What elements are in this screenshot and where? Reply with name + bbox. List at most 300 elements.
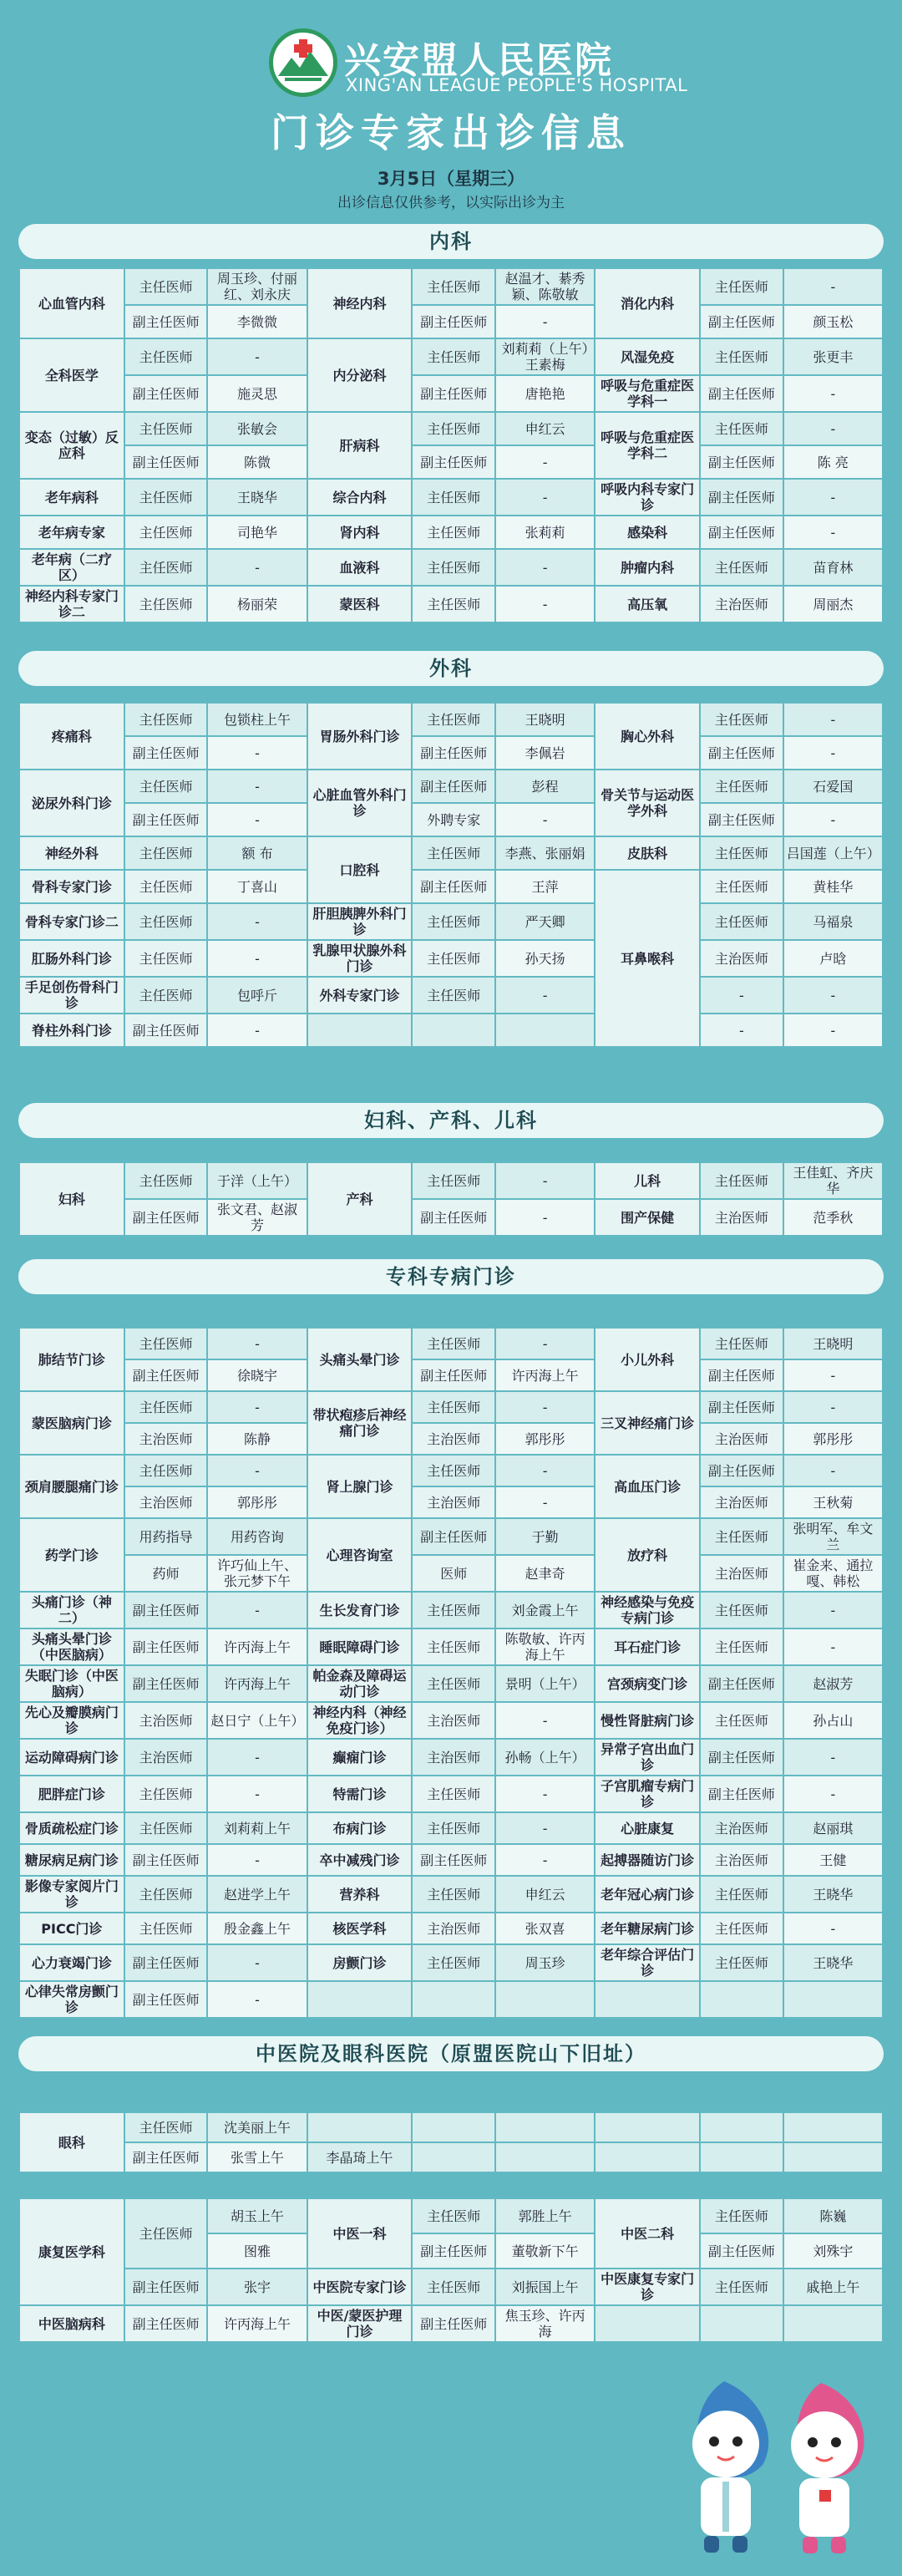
doctor-title-cell: 主任医师 bbox=[700, 903, 783, 940]
table-row bbox=[19, 2142, 883, 2172]
department-cell: 布病门诊 bbox=[307, 1812, 413, 1844]
doctor-title-cell: 主任医师 bbox=[700, 1702, 783, 1739]
doctor-name-cell: 卢晗 bbox=[783, 940, 883, 977]
doctor-title-cell: 主任医师 bbox=[700, 1628, 783, 1665]
doctor-name-cell: 陈敬敏、许丙海上午 bbox=[495, 1628, 595, 1665]
doctor-name-cell: 王晓明 bbox=[783, 1328, 883, 1359]
doctor-name-cell: 董敬新下午 bbox=[495, 2233, 595, 2269]
doctor-title-cell: 副主任医师 bbox=[412, 2305, 495, 2342]
doctor-name-cell: 颜玉松 bbox=[783, 305, 883, 338]
department-cell: 中医康复专家门诊 bbox=[595, 2269, 700, 2305]
doctor-name-cell: 周玉珍、付丽红、刘永庆 bbox=[207, 268, 307, 305]
table-row bbox=[19, 338, 883, 375]
department-cell: 感染科 bbox=[595, 516, 700, 549]
doctor-name-cell: 王佳虹、齐庆华 bbox=[783, 1162, 883, 1199]
doctor-name-cell: - bbox=[207, 1739, 307, 1776]
gyn-obs-ped-table bbox=[18, 1161, 884, 1237]
table-row bbox=[19, 703, 883, 736]
doctor-name-cell: 刘振国上午 bbox=[495, 2269, 595, 2305]
doctor-name-cell: - bbox=[783, 268, 883, 305]
doctor-title-cell: 副主任医师 bbox=[124, 1199, 208, 1236]
doctor-name-cell: 赵温才、綦秀颖、陈敬敏 bbox=[495, 268, 595, 305]
doctor-title-cell: 主任医师 bbox=[412, 940, 495, 977]
doctor-title-cell: 主任医师 bbox=[412, 1665, 495, 1702]
page-title: 门诊专家出诊信息 bbox=[271, 110, 631, 155]
doctor-name-cell: 李佩岩 bbox=[495, 736, 595, 770]
doctor-name-cell: 王晓华 bbox=[783, 1876, 883, 1913]
table-row bbox=[19, 1776, 883, 1812]
doctor-name-cell: - bbox=[207, 736, 307, 770]
doctor-title-cell: 副主任医师 bbox=[700, 1391, 783, 1423]
table-row bbox=[19, 479, 883, 516]
doctor-title-cell: 主任医师 bbox=[700, 703, 783, 736]
doctor-title-cell: 主任医师 bbox=[412, 903, 495, 940]
table-row bbox=[19, 1486, 883, 1518]
doctor-title-cell: 主任医师 bbox=[700, 1162, 783, 1199]
department-cell: 神经感染与免疫专病门诊 bbox=[595, 1592, 700, 1628]
table-row bbox=[19, 1455, 883, 1486]
department-cell: 心律失常房颤门诊 bbox=[19, 1981, 124, 2018]
doctor-title-cell: 副主任医师 bbox=[124, 736, 208, 770]
doctor-title-cell: 主治医师 bbox=[700, 940, 783, 977]
department-cell: 儿科 bbox=[595, 1162, 700, 1199]
doctor-title-cell: 副主任医师 bbox=[700, 1359, 783, 1391]
doctor-name-cell: 许巧仙上午、张元梦下午 bbox=[207, 1555, 307, 1592]
table-row bbox=[19, 586, 883, 622]
department-cell: 肝病科 bbox=[307, 412, 413, 479]
doctor-name-cell: - bbox=[207, 1455, 307, 1486]
empty-cell bbox=[595, 2112, 700, 2142]
department-cell: 蒙医脑病门诊 bbox=[19, 1391, 124, 1455]
department-cell: 神经内科 bbox=[307, 268, 413, 338]
table-row bbox=[19, 836, 883, 870]
section-title-internal: 内科 bbox=[18, 224, 884, 259]
department-cell: 综合内科 bbox=[307, 479, 413, 516]
doctor-title-cell: 主治医师 bbox=[700, 1844, 783, 1876]
empty-cell bbox=[307, 2112, 413, 2142]
doctor-name-cell: 赵丽琪 bbox=[783, 1812, 883, 1844]
department-cell: 老年病专家 bbox=[19, 516, 124, 549]
table-row bbox=[19, 412, 883, 445]
table-row bbox=[19, 1328, 883, 1359]
doctor-title-cell: 主任医师 bbox=[124, 1812, 208, 1844]
doctor-title-cell: 主任医师 bbox=[124, 516, 208, 549]
table-row bbox=[19, 2305, 883, 2342]
ophthalmology-table bbox=[18, 2111, 884, 2173]
doctor-title-cell: 主任医师 bbox=[124, 2112, 208, 2142]
doctor-name-cell: 唐艳艳 bbox=[495, 375, 595, 412]
doctor-name-cell: - bbox=[207, 903, 307, 940]
department-cell: 特需门诊 bbox=[307, 1776, 413, 1812]
doctor-name-cell: 张莉莉 bbox=[495, 516, 595, 549]
table-row bbox=[19, 2269, 883, 2305]
doctor-title-cell: 主治医师 bbox=[700, 1423, 783, 1455]
doctor-title-cell: 主任医师 bbox=[412, 549, 495, 586]
table-row bbox=[19, 445, 883, 479]
empty-cell bbox=[495, 1014, 595, 1047]
table-row bbox=[19, 549, 883, 586]
doctor-title-cell: 主任医师 bbox=[124, 977, 208, 1014]
doctor-title-cell: 副主任医师 bbox=[124, 803, 208, 836]
doctor-title-cell: 主任医师 bbox=[124, 703, 208, 736]
doctor-name-cell: 吕国莲（上午） bbox=[783, 836, 883, 870]
doctor-name-cell: 赵日宁（上午） bbox=[207, 1702, 307, 1739]
doctor-name-cell: - bbox=[495, 1702, 595, 1739]
department-cell: 三叉神经痛门诊 bbox=[595, 1391, 700, 1455]
doctor-name-cell: 王秋菊 bbox=[783, 1486, 883, 1518]
doctor-name-cell: - bbox=[207, 1944, 307, 1981]
doctor-name-cell: - bbox=[783, 1913, 883, 1944]
department-cell: 中医院专家门诊 bbox=[307, 2269, 413, 2305]
doctor-title-cell: 主治医师 bbox=[124, 1702, 208, 1739]
department-cell: 起搏器随访门诊 bbox=[595, 1844, 700, 1876]
doctor-name-cell: 刘金霞上午 bbox=[495, 1592, 595, 1628]
table-row bbox=[19, 1702, 883, 1739]
doctor-title-cell: 主任医师 bbox=[124, 1162, 208, 1199]
doctor-title-cell: 用药指导 bbox=[124, 1518, 208, 1555]
table-row bbox=[19, 870, 883, 903]
department-cell: 骨科专家门诊 bbox=[19, 870, 124, 903]
department-cell: 肛肠外科门诊 bbox=[19, 940, 124, 977]
doctor-title-cell: 副主任医师 bbox=[700, 1739, 783, 1776]
doctor-name-cell: 图雅 bbox=[207, 2233, 307, 2269]
doctor-title-cell: 主任医师 bbox=[412, 1776, 495, 1812]
department-cell: 心理咨询室 bbox=[307, 1518, 413, 1592]
table-row bbox=[19, 2198, 883, 2233]
doctor-name-cell: - bbox=[783, 1391, 883, 1423]
doctor-title-cell: 主任医师 bbox=[412, 1162, 495, 1199]
doctor-name-cell: - bbox=[783, 1455, 883, 1486]
doctor-title-cell: 主任医师 bbox=[412, 1328, 495, 1359]
department-cell: 眼科 bbox=[19, 2112, 124, 2172]
doctor-title-cell: 主任医师 bbox=[124, 549, 208, 586]
doctor-title-cell: 主任医师 bbox=[124, 1913, 208, 1944]
department-cell: 老年病科 bbox=[19, 479, 124, 516]
department-cell: 耳石症门诊 bbox=[595, 1628, 700, 1665]
doctor-name-cell: - bbox=[783, 412, 883, 445]
department-cell: 帕金森及障碍运动门诊 bbox=[307, 1665, 413, 1702]
internal-medicine-table bbox=[18, 267, 884, 623]
doctor-name-cell: - bbox=[207, 549, 307, 586]
department-cell: 口腔科 bbox=[307, 836, 413, 903]
table-row bbox=[19, 1913, 883, 1944]
department-cell: 肿瘤内科 bbox=[595, 549, 700, 586]
doctor-name-cell: - bbox=[207, 1328, 307, 1359]
table-row bbox=[19, 375, 883, 412]
doctor-title-cell: 主治医师 bbox=[412, 1913, 495, 1944]
doctor-name-cell: 张双喜 bbox=[495, 1913, 595, 1944]
doctor-name-cell: - bbox=[495, 1812, 595, 1844]
department-cell: 心血管内科 bbox=[19, 268, 124, 338]
doctor-name-cell: 马福泉 bbox=[783, 903, 883, 940]
table-row bbox=[19, 1844, 883, 1876]
department-cell: 呼吸与危重症医学科二 bbox=[595, 412, 700, 479]
doctor-name-cell: - bbox=[783, 803, 883, 836]
specialty-clinics-table bbox=[18, 1327, 884, 2019]
doctor-name-cell: - bbox=[495, 305, 595, 338]
department-cell: 药学门诊 bbox=[19, 1518, 124, 1592]
doctor-name-cell: 郭彤彤 bbox=[495, 1423, 595, 1455]
doctor-name-cell: 范季秋 bbox=[783, 1199, 883, 1236]
doctor-name-cell: - bbox=[495, 549, 595, 586]
doctor-title-cell: 副主任医师 bbox=[412, 305, 495, 338]
department-cell: 肾上腺门诊 bbox=[307, 1455, 413, 1518]
doctor-name-cell: 沈美丽上午 bbox=[207, 2112, 307, 2142]
table-row bbox=[19, 903, 883, 940]
department-cell: 神经内科（神经免疫门诊） bbox=[307, 1702, 413, 1739]
doctor-title-cell: 主任医师 bbox=[412, 479, 495, 516]
table-row bbox=[19, 2112, 883, 2142]
department-cell: 肥胖症门诊 bbox=[19, 1776, 124, 1812]
doctor-name-cell: 陈静 bbox=[207, 1423, 307, 1455]
department-cell: 老年糖尿病门诊 bbox=[595, 1913, 700, 1944]
doctor-title-cell: 主任医师 bbox=[124, 2198, 208, 2269]
doctor-title-cell: 副主任医师 bbox=[700, 305, 783, 338]
doctor-title-cell: 主任医师 bbox=[412, 338, 495, 375]
department-cell: 外科专家门诊 bbox=[307, 977, 413, 1014]
doctor-name-cell: 李燕、张丽娟 bbox=[495, 836, 595, 870]
hospital-logo-icon bbox=[269, 28, 337, 97]
schedule-date: 3月5日（星期三） bbox=[377, 169, 525, 189]
empty-cell: 李晶琦上午 bbox=[307, 2142, 413, 2172]
doctor-name-cell: 胡玉上午 bbox=[207, 2198, 307, 2233]
doctor-name-cell: - bbox=[783, 1014, 883, 1047]
department-cell: 先心及瓣膜病门诊 bbox=[19, 1702, 124, 1739]
hospital-name-en: XING'AN LEAGUE PEOPLE'S HOSPITAL bbox=[346, 75, 688, 95]
doctor-title-cell: 副主任医师 bbox=[700, 375, 783, 412]
doctor-name-cell: - bbox=[783, 703, 883, 736]
department-cell: 骨质疏松症门诊 bbox=[19, 1812, 124, 1844]
department-cell: 营养科 bbox=[307, 1876, 413, 1913]
doctor-name-cell: 周玉珍 bbox=[495, 1944, 595, 1981]
doctor-title-cell: 主治医师 bbox=[412, 1702, 495, 1739]
doctor-name-cell: 许丙海上午 bbox=[207, 2305, 307, 2342]
doctor-title-cell: 副主任医师 bbox=[700, 479, 783, 516]
doctor-name-cell: - bbox=[207, 1391, 307, 1423]
doctor-title-cell: 主任医师 bbox=[124, 903, 208, 940]
doctor-name-cell: 周丽杰 bbox=[783, 586, 883, 622]
doctor-name-cell: 许丙海上午 bbox=[207, 1628, 307, 1665]
doctor-title-cell: 主任医师 bbox=[124, 586, 208, 622]
doctor-title-cell: 副主任医师 bbox=[124, 1592, 208, 1628]
table-row bbox=[19, 770, 883, 803]
doctor-name-cell: 石爱国 bbox=[783, 770, 883, 803]
doctor-name-cell: 苗育林 bbox=[783, 549, 883, 586]
doctor-title-cell: 副主任医师 bbox=[700, 1455, 783, 1486]
department-cell: 心力衰竭门诊 bbox=[19, 1944, 124, 1981]
doctor-name-cell: 赵聿奇 bbox=[495, 1555, 595, 1592]
doctor-name-cell: - bbox=[207, 1844, 307, 1876]
doctor-name-cell: - bbox=[207, 1981, 307, 2018]
doctor-name-cell: 王晓明 bbox=[495, 703, 595, 736]
table-row bbox=[19, 1359, 883, 1391]
department-cell: 蒙医科 bbox=[307, 586, 413, 622]
doctor-title-cell: 主治医师 bbox=[700, 586, 783, 622]
table-row bbox=[19, 736, 883, 770]
doctor-name-cell: - bbox=[207, 1592, 307, 1628]
doctor-name-cell: 景明（上午） bbox=[495, 1665, 595, 1702]
doctor-title-cell: 主任医师 bbox=[412, 516, 495, 549]
table-row bbox=[19, 1555, 883, 1592]
doctor-title-cell: 主任医师 bbox=[700, 412, 783, 445]
doctor-title-cell: 主任医师 bbox=[700, 1944, 783, 1981]
doctor-title-cell: 副主任医师 bbox=[412, 1844, 495, 1876]
doctor-title-cell: 副主任医师 bbox=[700, 1665, 783, 1702]
department-cell: 中医二科 bbox=[595, 2198, 700, 2269]
doctor-title-cell: 主任医师 bbox=[124, 1455, 208, 1486]
table-row bbox=[19, 1944, 883, 1981]
doctor-title-cell: - bbox=[700, 1014, 783, 1047]
disclaimer-note: 出诊信息仅供参考，以实际出诊为主 bbox=[337, 195, 565, 211]
doctor-title-cell: 主任医师 bbox=[412, 836, 495, 870]
department-cell: 骨科专家门诊二 bbox=[19, 903, 124, 940]
doctor-name-cell: 刘殊宇 bbox=[783, 2233, 883, 2269]
doctor-title-cell: 副主任医师 bbox=[124, 445, 208, 479]
department-cell: 全科医学 bbox=[19, 338, 124, 412]
doctor-title-cell: 副主任医师 bbox=[412, 445, 495, 479]
mascot-nurse-right-icon bbox=[791, 2383, 864, 2553]
doctor-title-cell: 医师 bbox=[412, 1555, 495, 1592]
doctor-name-cell: 刘莉莉（上午）王素梅 bbox=[495, 338, 595, 375]
department-cell: 妇科 bbox=[19, 1162, 124, 1236]
doctor-name-cell: - bbox=[783, 1592, 883, 1628]
doctor-name-cell: 郭彤彤 bbox=[207, 1486, 307, 1518]
department-cell: 围产保健 bbox=[595, 1199, 700, 1236]
doctor-title-cell: 主任医师 bbox=[412, 1812, 495, 1844]
doctor-title-cell: 主任医师 bbox=[700, 1518, 783, 1555]
doctor-name-cell: 郭胜上午 bbox=[495, 2198, 595, 2233]
doctor-name-cell: 王晓华 bbox=[783, 1944, 883, 1981]
doctor-name-cell: 张文君、赵淑芳 bbox=[207, 1199, 307, 1236]
department-cell: 手足创伤骨科门诊 bbox=[19, 977, 124, 1014]
department-cell: 高血压门诊 bbox=[595, 1455, 700, 1518]
empty-cell bbox=[700, 1981, 783, 2018]
doctor-name-cell: 于洋（上午） bbox=[207, 1162, 307, 1199]
doctor-name-cell: 司艳华 bbox=[207, 516, 307, 549]
doctor-name-cell: 申红云 bbox=[495, 1876, 595, 1913]
doctor-title-cell: 副主任医师 bbox=[700, 516, 783, 549]
department-cell: 血液科 bbox=[307, 549, 413, 586]
table-row bbox=[19, 516, 883, 549]
doctor-title-cell: 主任医师 bbox=[700, 2198, 783, 2233]
doctor-name-cell: 张明军、牟文兰 bbox=[783, 1518, 883, 1555]
doctor-name-cell: 陈 亮 bbox=[783, 445, 883, 479]
doctor-name-cell: - bbox=[207, 770, 307, 803]
doctor-name-cell: - bbox=[207, 940, 307, 977]
doctor-title-cell: 副主任医师 bbox=[124, 1628, 208, 1665]
empty-cell bbox=[307, 1981, 413, 2018]
department-cell: 房颤门诊 bbox=[307, 1944, 413, 1981]
doctor-name-cell: - bbox=[207, 1014, 307, 1047]
doctor-title-cell: 主任医师 bbox=[700, 1592, 783, 1628]
doctor-title-cell: 主任医师 bbox=[124, 479, 208, 516]
doctor-title-cell: 主任医师 bbox=[124, 268, 208, 305]
doctor-name-cell: - bbox=[495, 1199, 595, 1236]
mascot-illustration bbox=[672, 2365, 885, 2565]
doctor-title-cell: 主任医师 bbox=[124, 940, 208, 977]
department-cell: 宫颈病变门诊 bbox=[595, 1665, 700, 1702]
doctor-name-cell: 杨丽荣 bbox=[207, 586, 307, 622]
doctor-name-cell: - bbox=[495, 977, 595, 1014]
doctor-title-cell: 主任医师 bbox=[412, 703, 495, 736]
empty-cell bbox=[412, 2112, 495, 2142]
empty-cell bbox=[700, 2112, 783, 2142]
doctor-name-cell: 用药咨询 bbox=[207, 1518, 307, 1555]
section-title-tcm: 中医院及眼科医院（原盟医院山下旧址） bbox=[18, 2036, 884, 2071]
department-cell: 神经内科专家门诊二 bbox=[19, 586, 124, 622]
doctor-name-cell: 戚艳上午 bbox=[783, 2269, 883, 2305]
doctor-title-cell: 副主任医师 bbox=[700, 1776, 783, 1812]
empty-cell bbox=[412, 1014, 495, 1047]
doctor-name-cell: 赵淑芳 bbox=[783, 1665, 883, 1702]
doctor-title-cell: 副主任医师 bbox=[412, 1518, 495, 1555]
doctor-name-cell: - bbox=[207, 1776, 307, 1812]
doctor-name-cell: - bbox=[495, 1776, 595, 1812]
doctor-name-cell: 张雪上午 bbox=[207, 2142, 307, 2172]
department-cell: 睡眠障碍门诊 bbox=[307, 1628, 413, 1665]
table-row bbox=[19, 1628, 883, 1665]
doctor-title-cell: 主任医师 bbox=[412, 1455, 495, 1486]
table-row bbox=[19, 1665, 883, 1702]
doctor-name-cell: - bbox=[495, 1455, 595, 1486]
department-cell: 高压氧 bbox=[595, 586, 700, 622]
department-cell: 癫痫门诊 bbox=[307, 1739, 413, 1776]
doctor-name-cell: 刘莉莉上午 bbox=[207, 1812, 307, 1844]
doctor-title-cell: 主治医师 bbox=[700, 1812, 783, 1844]
doctor-name-cell: 孙占山 bbox=[783, 1702, 883, 1739]
department-cell: 小儿外科 bbox=[595, 1328, 700, 1391]
doctor-name-cell: 彭程 bbox=[495, 770, 595, 803]
surgery-table bbox=[18, 702, 884, 1048]
doctor-title-cell: 主任医师 bbox=[700, 770, 783, 803]
empty-cell bbox=[495, 1981, 595, 2018]
doctor-title-cell: 主任医师 bbox=[124, 412, 208, 445]
doctor-name-cell: - bbox=[495, 803, 595, 836]
doctor-title-cell: 主治医师 bbox=[412, 1423, 495, 1455]
doctor-title-cell: 主任医师 bbox=[412, 1944, 495, 1981]
doctor-title-cell: 副主任医师 bbox=[124, 1014, 208, 1047]
empty-cell bbox=[783, 2112, 883, 2142]
department-cell: 变态（过敏）反应科 bbox=[19, 412, 124, 479]
empty-cell bbox=[783, 2305, 883, 2342]
department-cell: PICC门诊 bbox=[19, 1913, 124, 1944]
department-cell: 骨关节与运动医学外科 bbox=[595, 770, 700, 836]
table-row bbox=[19, 1876, 883, 1913]
doctor-title-cell: 主治医师 bbox=[412, 1486, 495, 1518]
table-row bbox=[19, 977, 883, 1014]
department-cell: 产科 bbox=[307, 1162, 413, 1236]
doctor-title-cell: 副主任医师 bbox=[412, 1359, 495, 1391]
department-cell: 乳腺甲状腺外科门诊 bbox=[307, 940, 413, 977]
section-title-women-children: 妇科、产科、儿科 bbox=[18, 1103, 884, 1138]
empty-cell bbox=[595, 2142, 700, 2172]
doctor-title-cell: 主治医师 bbox=[700, 1199, 783, 1236]
empty-cell bbox=[595, 2305, 700, 2342]
doctor-title-cell: 主治医师 bbox=[124, 1486, 208, 1518]
empty-cell bbox=[700, 2142, 783, 2172]
doctor-name-cell: 包锁柱上午 bbox=[207, 703, 307, 736]
department-cell: 消化内科 bbox=[595, 268, 700, 338]
department-cell: 核医学科 bbox=[307, 1913, 413, 1944]
doctor-name-cell: 包呼斤 bbox=[207, 977, 307, 1014]
doctor-name-cell: 额 布 bbox=[207, 836, 307, 870]
doctor-title-cell: 主任医师 bbox=[124, 338, 208, 375]
doctor-name-cell: 焦玉珍、许丙海 bbox=[495, 2305, 595, 2342]
department-cell: 脊柱外科门诊 bbox=[19, 1014, 124, 1047]
empty-cell bbox=[495, 2142, 595, 2172]
doctor-title-cell: 主任医师 bbox=[412, 586, 495, 622]
doctor-name-cell: - bbox=[495, 1844, 595, 1876]
